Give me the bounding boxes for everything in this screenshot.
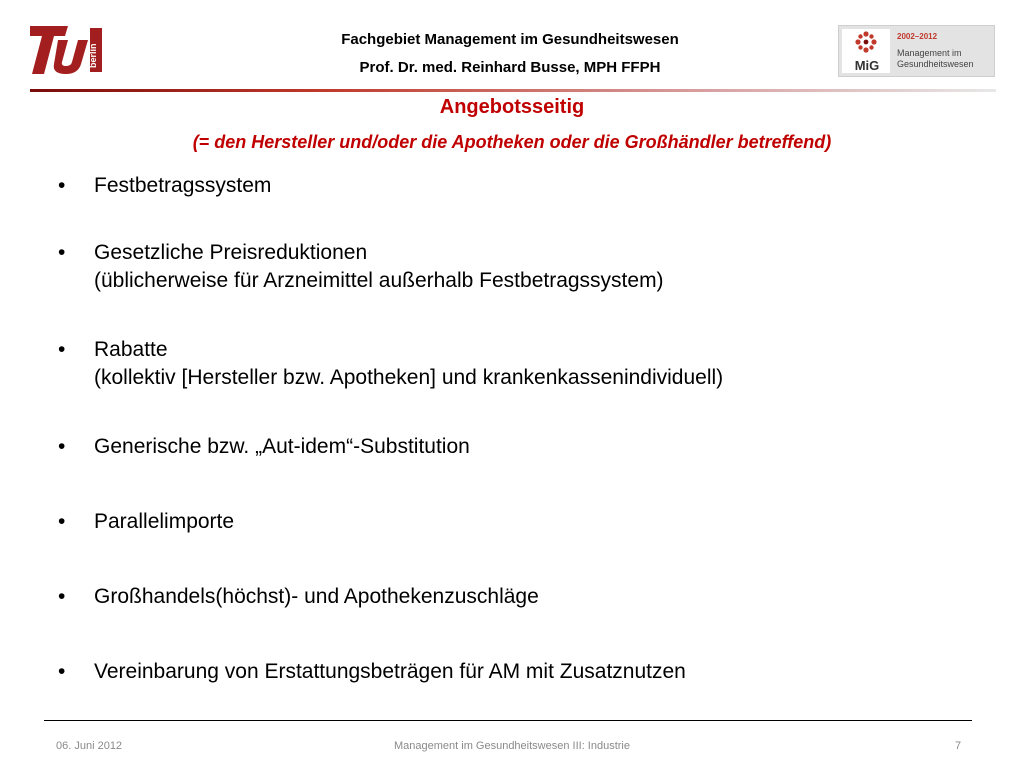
bullet-main-text: Rabatte: [94, 338, 168, 361]
footer-divider: [44, 720, 972, 721]
mig-logo: [838, 25, 995, 77]
tu-logo-u: [54, 40, 88, 74]
bullet-marker: •: [58, 660, 66, 683]
bullet-main-text: Parallelimporte: [94, 510, 235, 533]
bullet-sub-text: (üblicherweise für Arzneimittel außerhalb Festbetragssystem): [94, 269, 664, 292]
header-professor: Prof. Dr. med. Reinhard Busse, MPH FFPH: [359, 59, 661, 76]
header-department: Fachgebiet Management im Gesundheitswesen: [341, 31, 679, 48]
mig-flower-icon: [842, 29, 890, 59]
bullet-text: [94, 433, 470, 461]
mig-subtitle: Management im Gesundheitswesen: [897, 48, 974, 69]
footer-course-title: Management im Gesundheitswesen III: Industrie: [393, 740, 630, 752]
mig-name: MiG: [854, 58, 880, 73]
bullet-text: [94, 336, 723, 392]
bullet-marker: •: [58, 338, 66, 361]
mig-years: 2002–2012: [897, 32, 938, 41]
bullet-main-text: Generische bzw. „Aut-idem“-Substitution: [94, 435, 470, 458]
bullet-text: [94, 658, 686, 686]
bullet-text: [94, 239, 664, 295]
bullet-main-text: Großhandels(höchst)- und Apothekenzuschläge: [94, 585, 539, 608]
bullet-marker: •: [58, 585, 66, 608]
bullet-text: [94, 172, 271, 200]
bullet-marker: •: [58, 435, 66, 458]
tu-berlin-logo: [28, 24, 104, 76]
bullet-sub-text: (kollektiv [Hersteller bzw. Apotheken] und krankenkassenindividuell): [94, 366, 724, 389]
footer-page-number: 7: [955, 740, 962, 752]
bullet-main-text: Vereinbarung von Erstattungsbeträgen für AM mit Zusatznutzen: [94, 660, 686, 683]
bullet-marker: •: [58, 241, 66, 264]
bullet-main-text: Festbetragssystem: [94, 174, 272, 197]
bullet-marker: •: [58, 510, 66, 533]
header-divider: [30, 89, 996, 92]
slide-title: Angebotsseitig: [439, 96, 585, 118]
bullet-text: [94, 508, 234, 536]
tu-logo-berlin-text: berlin: [88, 43, 98, 68]
slide-subtitle: (= den Hersteller und/oder die Apotheken oder die Großhändler betreffend): [192, 132, 832, 152]
mig-logo-mark-area: [842, 29, 890, 73]
bullet-marker: •: [58, 174, 66, 197]
footer-date: 06. Juni 2012: [56, 740, 123, 752]
bullet-text: [94, 583, 539, 611]
bullet-main-text: Gesetzliche Preisreduktionen: [94, 241, 368, 264]
